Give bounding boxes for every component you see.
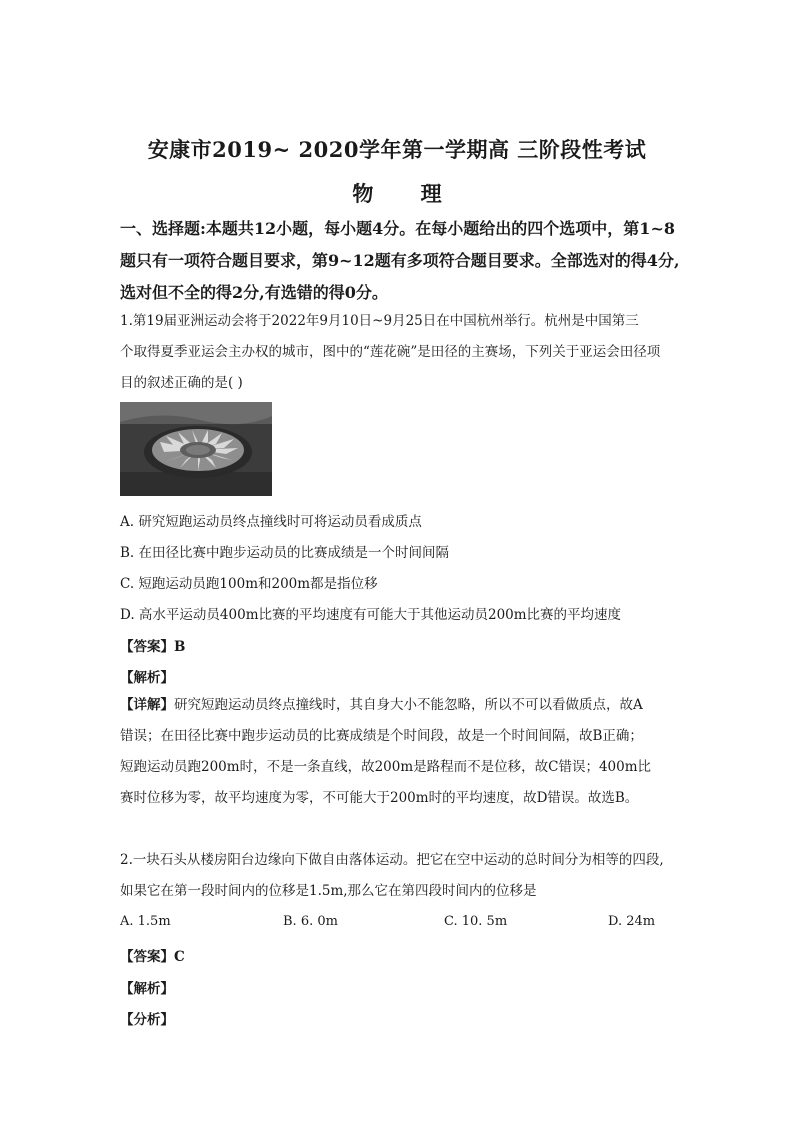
stem-line: 个取得夏季亚运会主办权的城市，图中的“莲花碗”是田径的主赛场，下列关于亚运会田径项 — [120, 344, 661, 360]
detail-line: 短跑运动员跑200m时，不是一条直线，故200m是路程而不是位移，故C错误；400m比 — [120, 759, 652, 775]
stem-line: 如果它在第一段时间内的位移是1.5m,那么它在第四段时间内的位移是 — [120, 883, 537, 899]
q2-options — [120, 914, 680, 934]
q1-option-a: A. 研究短跑运动员终点撞线时可将运动员看成质点 — [120, 514, 422, 530]
detail-text: 研究短跑运动员终点撞线时，其自身大小不能忽略，所以不可以看做质点，故A — [174, 697, 643, 713]
detail-line: 赛时位移为零，故平均速度为零，不可能大于200m时的平均速度，故D错误。故选B。 — [120, 790, 639, 806]
q2-option-b: B. 6. 0m — [283, 914, 338, 929]
q2-answer — [120, 945, 185, 965]
q2-option-d: D. 24m — [608, 914, 656, 929]
detail-line — [120, 690, 680, 721]
section-line: 一、选择题:本题共12小题，每小题4分。在每小题给出的四个选项中，第1~8 — [120, 219, 675, 238]
answer-value: B — [174, 639, 186, 655]
answer-label: 【答案】 — [120, 639, 174, 655]
stadium-photo — [120, 402, 272, 496]
stem-line: 2.一块石头从楼房阳台边缘向下做自由落体运动。把它在空中运动的总时间分为相等的四段, — [120, 852, 664, 868]
answer-label: 【答案】 — [120, 949, 174, 965]
question-2-stem — [120, 845, 680, 907]
q1-option-b: B. 在田径比赛中跑步运动员的比赛成绩是一个时间间隔 — [120, 545, 450, 561]
q2-analysis-label: 【解析】 — [120, 981, 174, 997]
subject-title: 物 理 — [352, 181, 442, 206]
q2-option-c: C. 10. 5m — [444, 914, 508, 929]
detail-line: 错误；在田径比赛中跑步运动员的比赛成绩是个时间段，故是一个时间间隔，故B正确； — [120, 728, 643, 744]
stem-line: 目的叙述正确的是( ) — [120, 375, 243, 391]
section-line: 选对但不全的得2分,有选错的得0分。 — [120, 283, 388, 302]
q1-analysis-label: 【解析】 — [120, 670, 174, 686]
q2-fenxi-label: 【分析】 — [120, 1012, 174, 1028]
answer-value: C — [174, 949, 185, 965]
stem-line: 1.第19届亚洲运动会将于2022年9月10日~9月25日在中国杭州举行。杭州是中国第三 — [120, 313, 639, 329]
section-line: 题只有一项符合题目要求，第9~12题有多项符合题目要求。全部选对的得4分, — [120, 251, 680, 270]
question-1-stem — [120, 306, 680, 399]
q1-option-c: C. 短跑运动员跑100m和200m都是指位移 — [120, 576, 378, 592]
q1-detail — [120, 690, 680, 814]
q2-option-a: A. 1.5m — [120, 914, 171, 929]
exam-title: 安康市2019~ 2020学年第一学期高 三阶段性考试 — [147, 137, 647, 162]
stadium-illustration — [120, 402, 272, 496]
section-instructions — [120, 213, 692, 309]
q1-option-d: D. 高水平运动员400m比赛的平均速度有可能大于其他运动员200m比赛的平均速度 — [120, 607, 622, 623]
detail-label: 【详解】 — [120, 697, 174, 713]
q1-answer — [120, 635, 185, 655]
